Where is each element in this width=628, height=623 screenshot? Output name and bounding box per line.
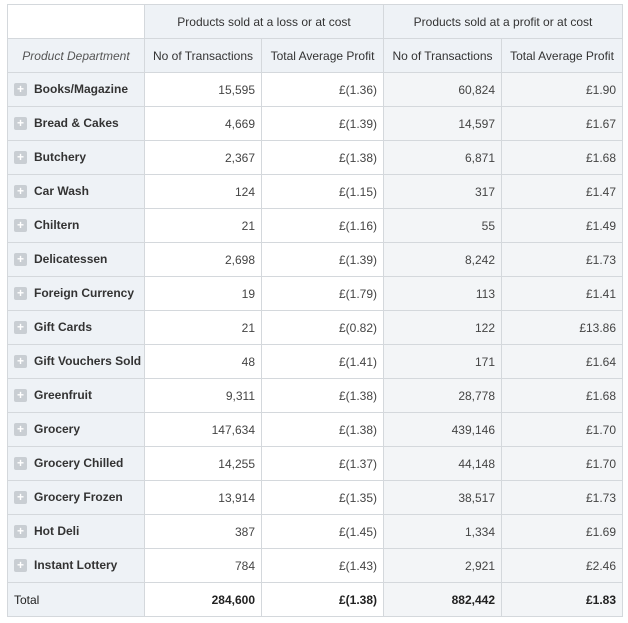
loss-transactions-cell: 2,367 [145,141,262,175]
profit-transactions-cell: 171 [384,345,502,379]
loss-avg-profit-cell: £(1.39) [262,107,384,141]
profit-avg-profit-cell: £1.70 [502,413,623,447]
pivot-table [7,4,623,617]
loss-avg-profit-cell: £(1.79) [262,277,384,311]
loss-avg-profit-cell: £(1.37) [262,447,384,481]
plus-icon[interactable]: + [14,287,27,300]
profit-avg-profit-cell: £1.73 [502,243,623,277]
total-label: Total [8,583,145,617]
loss-avg-profit-cell: £(1.38) [262,141,384,175]
department-label: Bread & Cakes [34,116,119,131]
department-label: Books/Magazine [34,82,129,97]
loss-avg-profit-cell: £(1.15) [262,175,384,209]
table-row [8,549,623,583]
profit-transactions-cell: 317 [384,175,502,209]
loss-transactions-cell: 147,634 [145,413,262,447]
department-cell [8,73,145,107]
profit-transactions-cell: 439,146 [384,413,502,447]
department-label: Butchery [34,150,87,165]
table-row [8,379,623,413]
loss-transactions-cell: 9,311 [145,379,262,413]
profit-transactions-cell: 44,148 [384,447,502,481]
plus-icon[interactable]: + [14,457,27,470]
profit-avg-profit-cell: £1.64 [502,345,623,379]
department-label: Chiltern [34,218,80,233]
loss-avg-profit-column-header[interactable]: Total Average Profit [262,39,384,73]
loss-avg-profit-cell: £(1.35) [262,481,384,515]
table-row [8,243,623,277]
profit-avg-profit-cell: £1.73 [502,481,623,515]
loss-avg-profit-cell: £(1.43) [262,549,384,583]
department-cell [8,141,145,175]
department-label: Gift Cards [34,320,93,335]
table-row [8,277,623,311]
profit-group-header[interactable]: Products sold at a profit or at cost [384,5,623,39]
loss-avg-profit-cell: £(1.38) [262,413,384,447]
profit-transactions-cell: 14,597 [384,107,502,141]
plus-icon[interactable]: + [14,491,27,504]
department-label: Instant Lottery [34,558,118,573]
table-row [8,515,623,549]
department-label: Delicatessen [34,252,108,267]
profit-transactions-cell: 113 [384,277,502,311]
profit-avg-profit-column-header[interactable]: Total Average Profit [502,39,623,73]
profit-transactions-cell: 122 [384,311,502,345]
profit-avg-profit-cell: £13.86 [502,311,623,345]
loss-transactions-cell: 15,595 [145,73,262,107]
department-cell [8,379,145,413]
department-cell [8,447,145,481]
loss-transactions-cell: 4,669 [145,107,262,141]
plus-icon[interactable]: + [14,355,27,368]
table-row [8,311,623,345]
loss-avg-profit-cell: £(1.36) [262,73,384,107]
profit-transactions-cell: 2,921 [384,549,502,583]
department-cell [8,175,145,209]
profit-avg-profit-cell: £2.46 [502,549,623,583]
table-row [8,481,623,515]
profit-avg-profit-cell: £1.90 [502,73,623,107]
profit-transactions-column-header[interactable]: No of Transactions [384,39,502,73]
plus-icon[interactable]: + [14,219,27,232]
department-label: Grocery Frozen [34,490,123,505]
department-label: Foreign Currency [34,286,135,301]
plus-icon[interactable]: + [14,253,27,266]
loss-transactions-column-header[interactable]: No of Transactions [145,39,262,73]
loss-group-header[interactable]: Products sold at a loss or at cost [145,5,384,39]
table-row [8,413,623,447]
loss-avg-profit-cell: £(1.39) [262,243,384,277]
department-label: Grocery Chilled [34,456,124,471]
total-profit-avg-profit: £1.83 [502,583,623,617]
table-row [8,447,623,481]
profit-transactions-cell: 28,778 [384,379,502,413]
profit-avg-profit-cell: £1.41 [502,277,623,311]
loss-transactions-cell: 13,914 [145,481,262,515]
profit-avg-profit-cell: £1.68 [502,379,623,413]
loss-transactions-cell: 48 [145,345,262,379]
plus-icon[interactable]: + [14,185,27,198]
plus-icon[interactable]: + [14,559,27,572]
loss-avg-profit-cell: £(0.82) [262,311,384,345]
table-body [8,73,623,583]
plus-icon[interactable]: + [14,151,27,164]
loss-transactions-cell: 124 [145,175,262,209]
department-cell [8,515,145,549]
loss-avg-profit-cell: £(1.45) [262,515,384,549]
department-column-header[interactable]: Product Department [8,39,145,73]
department-label: Gift Vouchers Sold [34,354,142,369]
profit-transactions-cell: 1,334 [384,515,502,549]
department-cell [8,413,145,447]
plus-icon[interactable]: + [14,117,27,130]
loss-avg-profit-cell: £(1.38) [262,379,384,413]
profit-transactions-cell: 38,517 [384,481,502,515]
plus-icon[interactable]: + [14,321,27,334]
plus-icon[interactable]: + [14,83,27,96]
loss-transactions-cell: 21 [145,209,262,243]
profit-avg-profit-cell: £1.47 [502,175,623,209]
loss-transactions-cell: 19 [145,277,262,311]
table-row [8,345,623,379]
total-row [8,583,623,617]
profit-avg-profit-cell: £1.68 [502,141,623,175]
profit-transactions-cell: 55 [384,209,502,243]
department-label: Hot Deli [34,524,80,539]
loss-transactions-cell: 2,698 [145,243,262,277]
total-loss-avg-profit: £(1.38) [262,583,384,617]
table-row [8,73,623,107]
department-label: Grocery [34,422,81,437]
department-label: Greenfruit [34,388,93,403]
department-cell [8,549,145,583]
department-cell [8,481,145,515]
loss-transactions-cell: 14,255 [145,447,262,481]
loss-avg-profit-cell: £(1.16) [262,209,384,243]
loss-avg-profit-cell: £(1.41) [262,345,384,379]
profit-avg-profit-cell: £1.70 [502,447,623,481]
profit-avg-profit-cell: £1.49 [502,209,623,243]
profit-avg-profit-cell: £1.69 [502,515,623,549]
department-cell [8,243,145,277]
total-profit-transactions: 882,442 [384,583,502,617]
department-cell [8,277,145,311]
plus-icon[interactable]: + [14,525,27,538]
loss-transactions-cell: 387 [145,515,262,549]
table-row [8,209,623,243]
department-label: Car Wash [34,184,89,199]
profit-transactions-cell: 60,824 [384,73,502,107]
total-loss-transactions: 284,600 [145,583,262,617]
plus-icon[interactable]: + [14,389,27,402]
department-cell [8,345,145,379]
department-cell [8,311,145,345]
profit-avg-profit-cell: £1.67 [502,107,623,141]
profit-transactions-cell: 6,871 [384,141,502,175]
table-row [8,141,623,175]
profit-transactions-cell: 8,242 [384,243,502,277]
table-row [8,107,623,141]
group-header-row [8,5,623,39]
loss-transactions-cell: 784 [145,549,262,583]
department-cell [8,107,145,141]
loss-transactions-cell: 21 [145,311,262,345]
department-cell [8,209,145,243]
plus-icon[interactable]: + [14,423,27,436]
corner-cell [8,5,145,39]
table-row [8,175,623,209]
column-header-row [8,39,623,73]
